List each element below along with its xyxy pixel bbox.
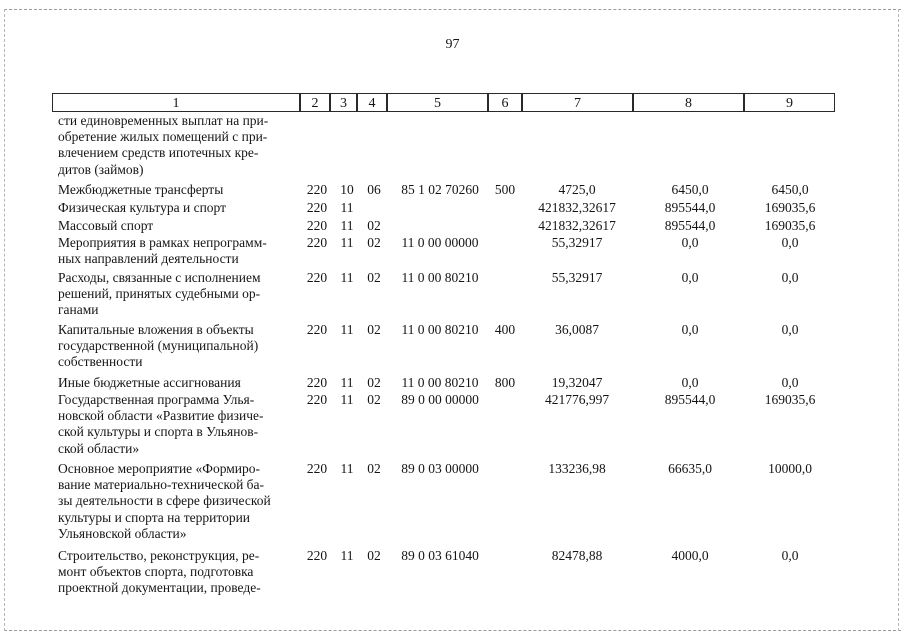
cell-amount-9: 0,0: [781, 270, 799, 285]
cell-amount-7: 55,32917: [551, 235, 603, 250]
header-cell-4: 4: [357, 93, 387, 112]
row-description: [58, 461, 292, 542]
cell-section: 11: [340, 548, 354, 563]
cell-amount-8: 0,0: [681, 270, 699, 285]
description-line: Ульяновской области»: [58, 525, 187, 541]
description-line: монт объектов спорта, подготовка: [58, 564, 254, 580]
description-line: вание материально-технической ба-: [58, 477, 265, 493]
cell-admin-code: 220: [306, 392, 328, 407]
cell-amount-9: 169035,6: [764, 218, 816, 233]
description-line: обретение жилых помещений с при-: [58, 129, 268, 145]
description-line: влечением средств ипотечных кре-: [58, 145, 259, 161]
scan-edge-bottom: [4, 630, 901, 631]
description-line: культуры и спорта на территории: [58, 509, 251, 525]
description-line: Строительство, реконструкция, ре-: [58, 548, 260, 563]
row-description: [58, 270, 292, 319]
description-line: новской области «Развитие физиче-: [58, 408, 264, 424]
cell-admin-code: 220: [306, 375, 328, 390]
cell-expense-type: 500: [494, 182, 516, 197]
description-line: Мероприятия в рамках непрограмм-: [58, 235, 267, 250]
description-line: Массовый спорт: [58, 218, 154, 233]
description-line: Межбюджетные трансферты: [58, 182, 224, 197]
cell-amount-9: 10000,0: [768, 461, 812, 476]
cell-amount-9: 0,0: [781, 235, 799, 250]
cell-target-item: 89 0 00 00000: [401, 392, 479, 407]
row-description: [58, 182, 292, 198]
cell-section: 11: [340, 461, 354, 476]
cell-subsection: 02: [367, 392, 381, 407]
cell-expense-type: 800: [494, 375, 516, 390]
cell-section: 11: [340, 235, 354, 250]
cell-amount-9: 0,0: [781, 375, 799, 390]
cell-admin-code: 220: [306, 270, 328, 285]
scan-edge-right: [898, 9, 899, 631]
cell-section: 11: [340, 218, 354, 233]
cell-amount-8: 0,0: [681, 235, 699, 250]
page-number: 97: [445, 37, 460, 52]
description-line: Физическая культура и спорт: [58, 200, 227, 215]
row-description: [58, 392, 292, 457]
description-line: собственности: [58, 354, 143, 370]
cell-section: 10: [340, 182, 354, 197]
cell-amount-9: 0,0: [781, 322, 799, 337]
cell-admin-code: 220: [306, 461, 328, 476]
cell-amount-8: 4000,0: [671, 548, 709, 563]
description-line: Основное мероприятие «Формиро-: [58, 461, 261, 476]
cell-amount-8: 0,0: [681, 322, 699, 337]
cell-amount-9: 169035,6: [764, 392, 816, 407]
cell-section: 11: [340, 322, 354, 337]
header-cell-6: 6: [488, 93, 522, 112]
cell-subsection: 02: [367, 270, 381, 285]
scan-edge-top: [4, 9, 901, 10]
cell-section: 11: [340, 270, 354, 285]
description-line: ных направлений деятельности: [58, 251, 239, 267]
cell-subsection: 02: [367, 322, 381, 337]
cell-admin-code: 220: [306, 182, 328, 197]
description-line: Иные бюджетные ассигнования: [58, 375, 241, 390]
cell-amount-8: 0,0: [681, 375, 699, 390]
cell-target-item: 89 0 03 00000: [401, 461, 479, 476]
description-line: дитов (займов): [58, 161, 144, 177]
cell-subsection: 06: [367, 182, 381, 197]
header-cell-9: 9: [744, 93, 835, 112]
table-header: [52, 93, 835, 113]
cell-amount-8: 895544,0: [664, 392, 716, 407]
cell-target-item: 11 0 00 80210: [401, 375, 479, 390]
cell-admin-code: 220: [306, 322, 328, 337]
header-cell-8: 8: [633, 93, 744, 112]
cell-target-item: 89 0 03 61040: [401, 548, 479, 563]
description-line: Капитальные вложения в объекты: [58, 322, 254, 337]
cell-subsection: 02: [367, 461, 381, 476]
description-line: ской культуры и спорта в Ульянов-: [58, 424, 259, 440]
description-line: проектной документации, проведе-: [58, 580, 261, 596]
cell-amount-8: 895544,0: [664, 200, 716, 215]
cell-amount-8: 6450,0: [671, 182, 709, 197]
cell-section: 11: [340, 200, 354, 215]
description-line: зы деятельности в сфере физической: [58, 493, 271, 509]
header-cell-1: 1: [52, 93, 300, 112]
cell-amount-7: 4725,0: [558, 182, 596, 197]
cell-amount-8: 66635,0: [668, 461, 712, 476]
cell-target-item: 11 0 00 00000: [401, 235, 479, 250]
cell-amount-7: 36,0087: [555, 322, 599, 337]
cell-amount-8: 895544,0: [664, 218, 716, 233]
cell-section: 11: [340, 375, 354, 390]
row-description: [58, 200, 292, 216]
cell-section: 11: [340, 392, 354, 407]
cell-admin-code: 220: [306, 548, 328, 563]
cell-target-item: 85 1 02 70260: [401, 182, 479, 197]
cell-amount-7: 55,32917: [551, 270, 603, 285]
cell-amount-7: 421832,32617: [538, 218, 616, 233]
cell-amount-7: 82478,88: [551, 548, 603, 563]
row-description: [58, 322, 292, 371]
cell-subsection: 02: [367, 548, 381, 563]
cell-target-item: 11 0 00 80210: [401, 270, 479, 285]
cell-subsection: 02: [367, 375, 381, 390]
description-line: ганами: [58, 302, 99, 318]
scan-edge-left: [4, 9, 5, 631]
cell-expense-type: 400: [494, 322, 516, 337]
row-description: [58, 375, 292, 391]
description-line: Расходы, связанные с исполнением: [58, 270, 261, 285]
header-cell-3: 3: [330, 93, 357, 112]
cell-amount-7: 421832,32617: [538, 200, 616, 215]
row-description: [58, 235, 292, 267]
cell-target-item: 11 0 00 80210: [401, 322, 479, 337]
header-cell-7: 7: [522, 93, 633, 112]
description-line: государственной (муниципальной): [58, 338, 259, 354]
description-line: сти единовременных выплат на при-: [58, 113, 269, 128]
description-line: решений, принятых судебными ор-: [58, 286, 261, 302]
cell-amount-9: 0,0: [781, 548, 799, 563]
row-description: [58, 113, 292, 178]
row-description: [58, 548, 292, 597]
cell-amount-9: 169035,6: [764, 200, 816, 215]
cell-subsection: 02: [367, 235, 381, 250]
cell-admin-code: 220: [306, 235, 328, 250]
header-cell-5: 5: [387, 93, 488, 112]
cell-admin-code: 220: [306, 200, 328, 215]
cell-amount-7: 133236,98: [548, 461, 606, 476]
cell-amount-7: 421776,997: [544, 392, 610, 407]
row-description: [58, 218, 292, 234]
cell-subsection: 02: [367, 218, 381, 233]
cell-amount-9: 6450,0: [771, 182, 809, 197]
description-line: Государственная программа Улья-: [58, 392, 255, 407]
description-line: ской области»: [58, 440, 140, 456]
cell-amount-7: 19,32047: [551, 375, 603, 390]
header-cell-2: 2: [300, 93, 330, 112]
cell-admin-code: 220: [306, 218, 328, 233]
